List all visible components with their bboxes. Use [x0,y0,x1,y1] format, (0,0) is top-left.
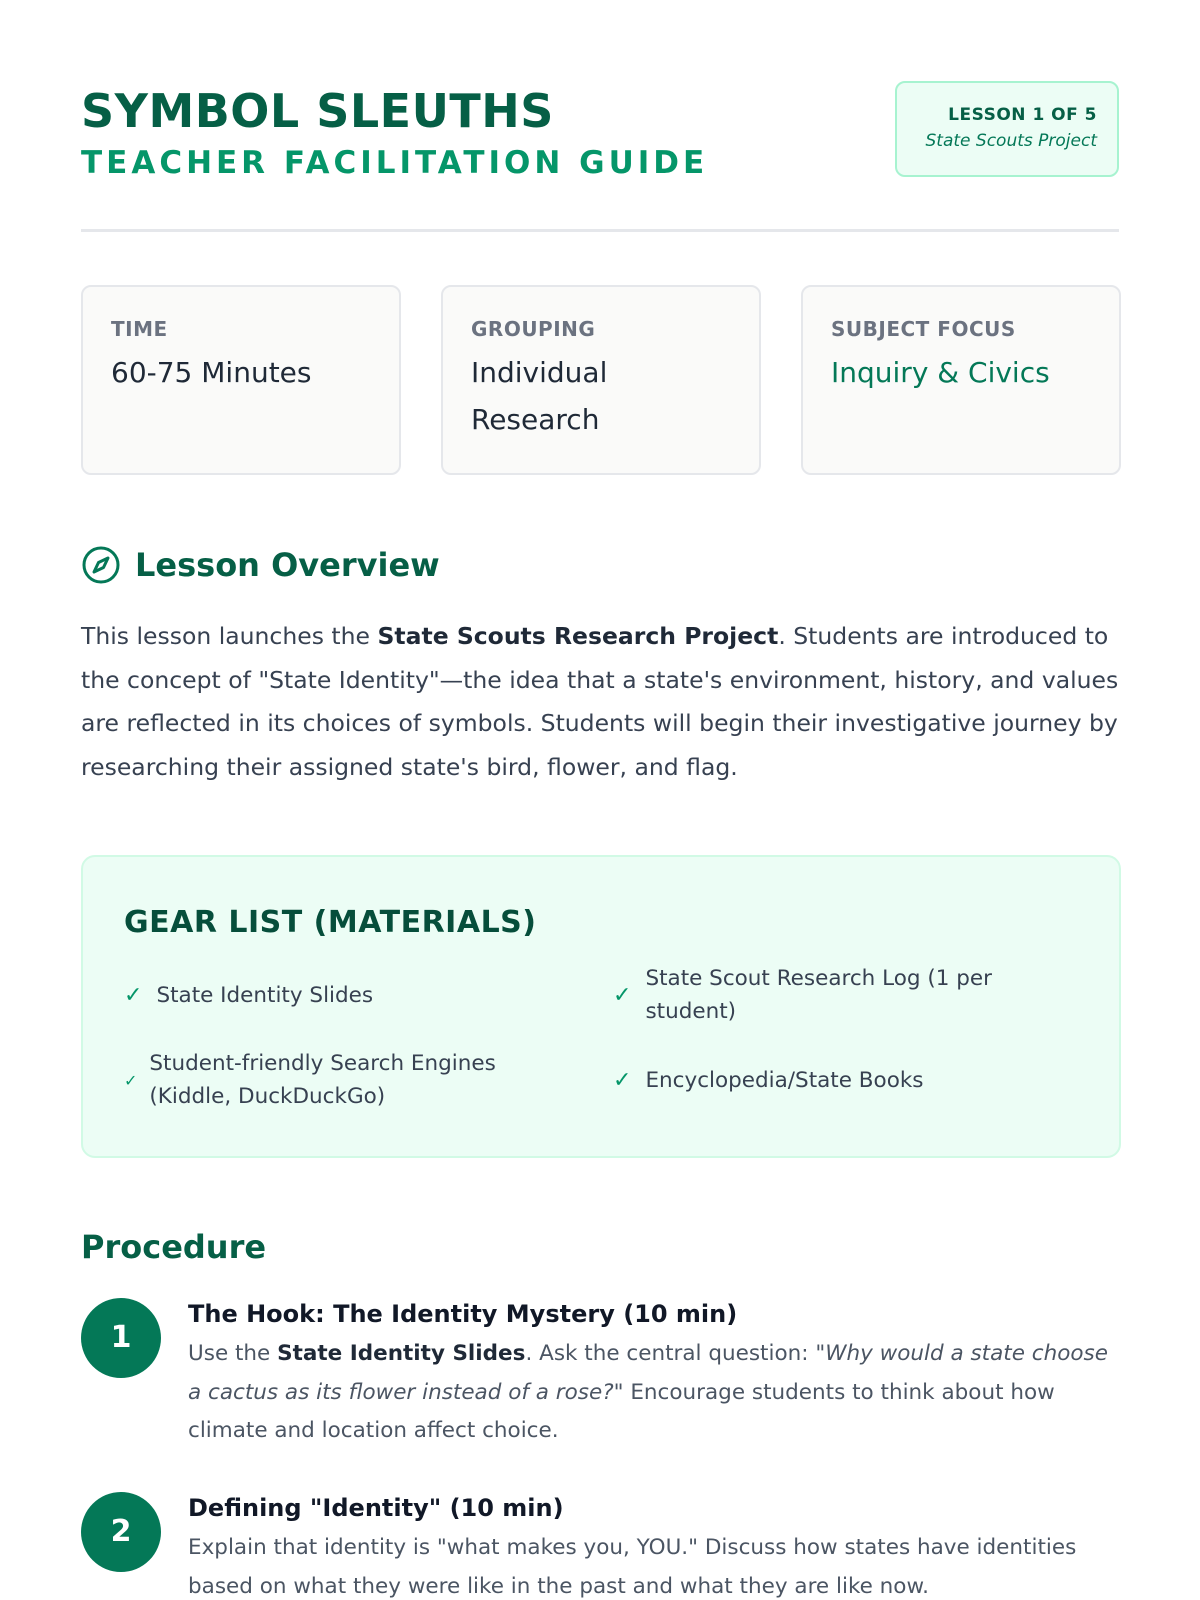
lesson-number: LESSON 1 OF 5 [948,105,1097,125]
gear-list-item [613,1064,1053,1097]
procedure-heading: Procedure [81,1228,267,1266]
page-title: SYMBOL SLEUTHS [81,84,554,138]
compass-icon [81,545,121,585]
page-subtitle: TEACHER FACILITATION GUIDE [81,145,709,181]
gear-item-label: Encyclopedia/State Books [645,1068,924,1093]
info-card-label: TIME [111,317,168,341]
step-text-part: Encourage students to think about how climate and location affect choice. [188,1379,1055,1443]
info-card-time [81,285,401,475]
check-icon: ✓ [613,982,632,1008]
info-card-label: SUBJECT FOCUS [831,317,1016,341]
check-icon: ✓ [124,1070,138,1090]
overview-text-part: This lesson launches the [81,622,378,650]
gear-list-item [613,962,993,1028]
gear-item-label: State Scout Research Log (1 per student) [645,966,992,1024]
step-number-badge: 1 [81,1298,161,1378]
step-description [188,1335,1118,1451]
info-card-label: GROUPING [471,317,596,341]
step-title: Defining "Identity" (10 min) [188,1494,564,1522]
gear-list-heading: GEAR LIST (MATERIALS) [124,905,537,940]
step-text-bold: State Identity Slides [277,1341,526,1366]
overview-project-name: State Scouts Research Project [377,622,779,650]
step-text-part: . Ask the central question: [525,1341,816,1366]
gear-item-label: Student-friendly Search Engines (Kiddle, DuckDuckGo) [149,1051,496,1109]
gear-list-item [124,1047,584,1113]
page-header [81,0,1119,232]
info-cards [81,285,1121,475]
central-question: "Why would a state choose a cactus as its flower instead of a rose?" [188,1341,1108,1405]
info-card-value: Individual Research [471,356,608,436]
gear-list-item [124,979,564,1012]
overview-text-part: . Students are introduced to the concept of "State Identity"—the idea that a state's environment, history, and values are reflected in its choices of symbols. Students will begin their investigative journey by researching their assigned state's bird, flower, and flag. [81,622,1119,781]
step-description: Explain that identity is "what makes you, YOU." Discuss how states have identities based on what they were like in the past and what they are like now. [188,1535,1077,1599]
gear-item-label: State Identity Slides [156,983,374,1008]
step-title: The Hook: The Identity Mystery (10 min) [188,1300,738,1328]
check-icon: ✓ [613,1068,632,1093]
info-card-subject-focus [801,285,1121,475]
lesson-overview-text [81,615,1121,789]
step-text-part: Use the [188,1341,278,1366]
project-name: State Scouts Project [925,131,1097,151]
check-icon: ✓ [124,983,143,1008]
gear-list-panel [81,855,1121,1158]
section-heading: Lesson Overview [135,546,440,584]
step-number-badge: 2 [81,1492,161,1572]
lesson-overview-heading [81,545,440,585]
info-card-value: Inquiry & Civics [831,356,1050,389]
lesson-badge [895,81,1119,177]
info-card-value: 60-75 Minutes [111,356,312,389]
info-card-grouping [441,285,761,475]
